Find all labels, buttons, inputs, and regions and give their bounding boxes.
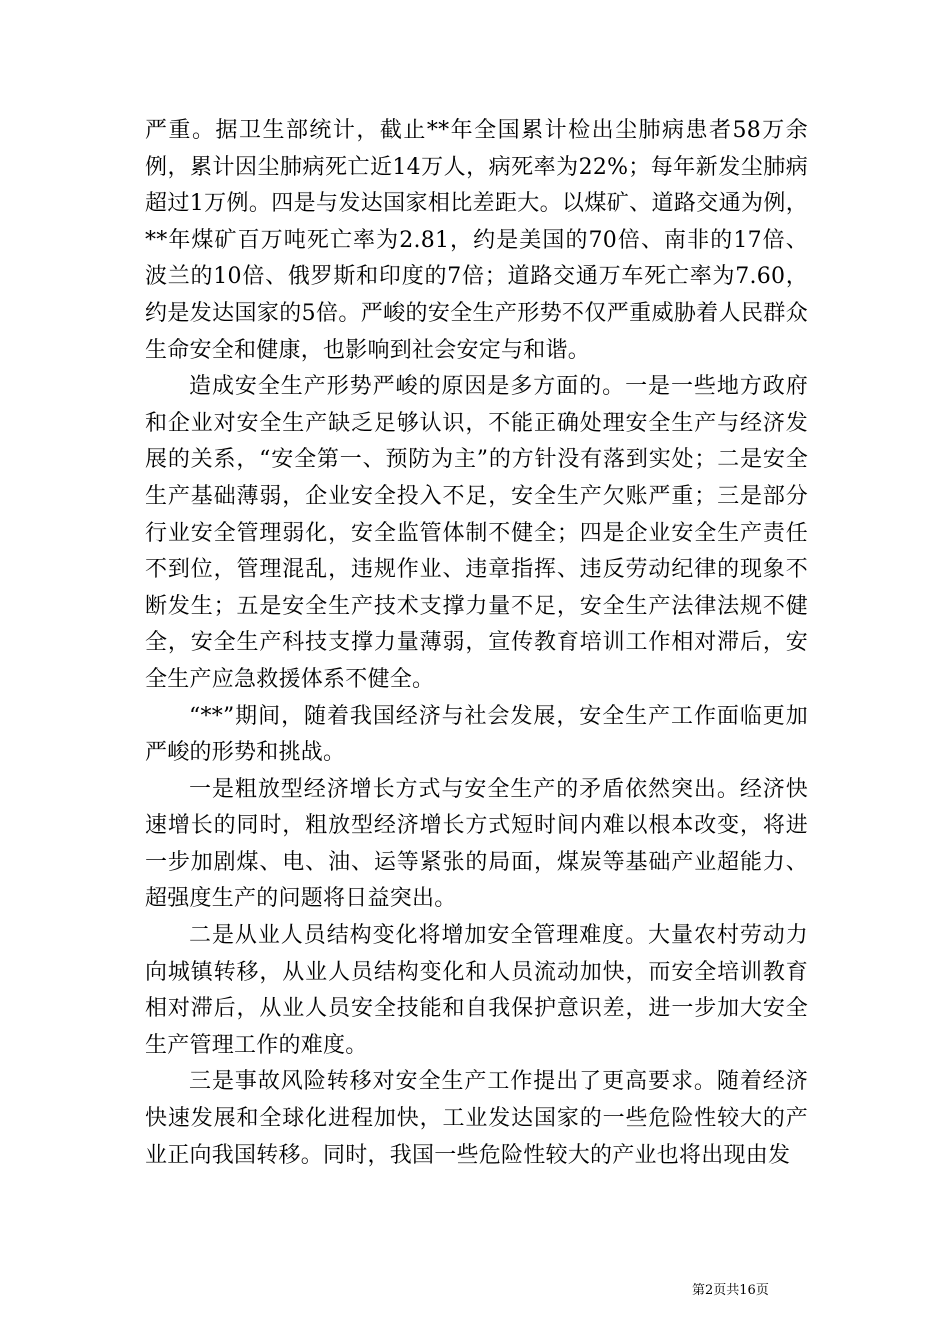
paragraph-4: 一是粗放型经济增长方式与安全生产的矛盾依然突出。经济快速增长的同时，粗放型经济增长方式短时间内难以根本改变，将进一步加剧煤、电、油、运等紧张的局面，煤炭等基础产业超能力、超强度生产的问题将日益突出。 (145, 776, 808, 912)
paragraph-1: 严重。据卫生部统计，截止**年全国累计检出尘肺病患者58万余例，累计因尘肺病死亡近14万人，病死率为22%；每年新发尘肺病超过1万例。四是与发达国家相比差距大。以煤矿、道路交通为例，**年煤矿百万吨死亡率为2.81，约是美国的70倍、南非的17倍、波兰的10倍、俄罗斯和印度的7倍；道路交通万车死亡率为7.60，约是发达国家的5倍。严峻的安全生产形势不仅严重威胁着人民群众生命安全和健康，也影响到社会安定与和谐。 (145, 118, 808, 363)
paragraph-2: 造成安全生产形势严峻的原因是多方面的。一是一些地方政府和企业对安全生产缺乏足够认识，不能正确处理安全生产与经济发展的关系，“安全第一、预防为主”的方针没有落到实处；二是安全生产基础薄弱，企业安全投入不足，安全生产欠账严重；三是部分行业安全管理弱化，安全监管体制不健全；四是企业安全生产责任不到位，管理混乱，违规作业、违章指挥、违反劳动纪律的现象不断发生；五是安全生产技术支撑力量不足，安全生产法律法规不健全，安全生产科技支撑力量薄弱，宣传教育培训工作相对滞后，安全生产应急救援体系不健全。 (145, 374, 808, 692)
page-number-footer: 第2页共16页 (692, 1283, 769, 1298)
document-body (145, 113, 808, 1174)
paragraph-5: 二是从业人员结构变化将增加安全管理难度。大量农村劳动力向城镇转移，从业人员结构变化和人员流动加快，而安全培训教育相对滞后，从业人员安全技能和自我保护意识差，进一步加大安全生产管理工作的难度。 (145, 923, 808, 1058)
paragraph-6: 三是事故风险转移对安全生产工作提出了更高要求。随着经济快速发展和全球化进程加快，工业发达国家的一些危险性较大的产业正向我国转移。同时，我国一些危险性较大的产业也将出现由发 (145, 1069, 808, 1168)
paragraph-3: “**”期间，随着我国经济与社会发展，安全生产工作面临更加严峻的形势和挑战。 (145, 703, 808, 766)
